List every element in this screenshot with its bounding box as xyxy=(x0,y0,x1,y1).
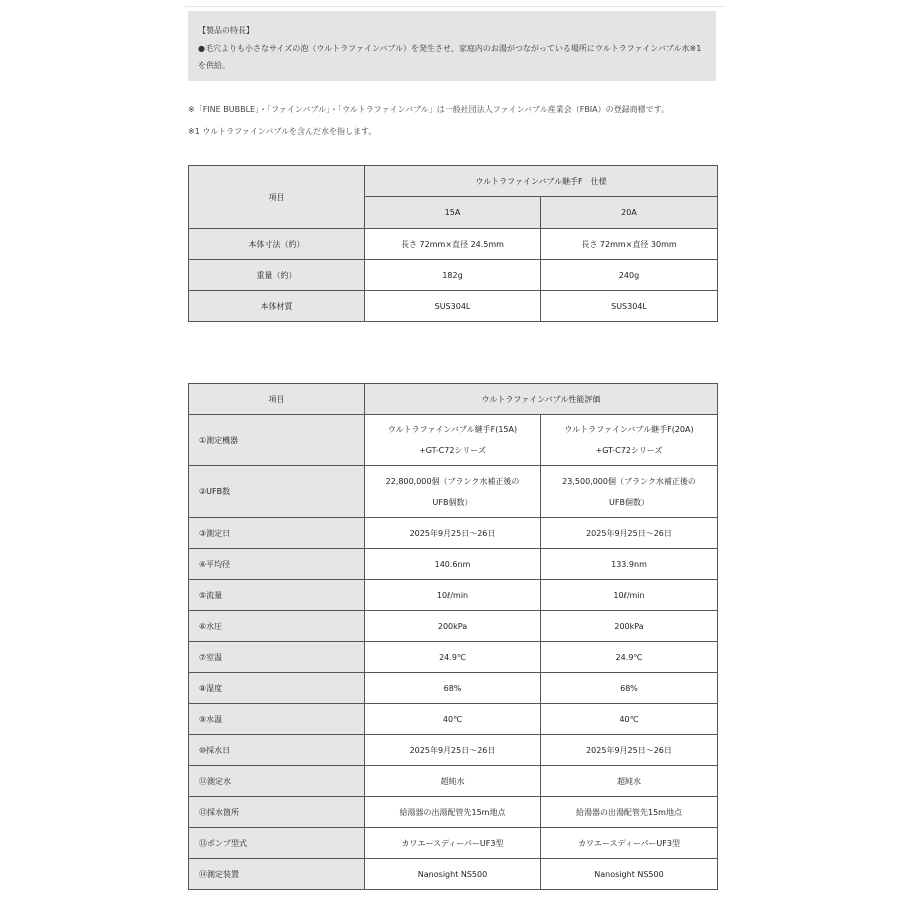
perf-group-header: ウルトラファインバブル性能評価 xyxy=(365,384,718,415)
cell-15a: SUS304L xyxy=(365,291,541,322)
cell-line: +GT-C72シリーズ xyxy=(595,446,663,455)
cell-line: UFB個数） xyxy=(609,497,649,507)
table-row xyxy=(189,518,718,549)
row-label: ⑫採水箇所 xyxy=(189,797,365,828)
size-header-20a: 20A xyxy=(541,197,718,229)
cell-20a: 10ℓ/min xyxy=(541,580,718,611)
cell-20a: 2025年9月25日～26日 xyxy=(541,518,718,549)
cell-20a: 24.9℃ xyxy=(541,642,718,673)
feature-text: ●毛穴よりも小さなサイズの泡（ウルトラファインバブル）を発生させ、家庭内のお湯がつながっている場所にウルトラファインバブル水※1を供給。 xyxy=(198,43,702,70)
table-row xyxy=(189,260,718,291)
table-row xyxy=(189,766,718,797)
cell-15a xyxy=(365,415,541,466)
row-label: ①測定機器 xyxy=(189,415,365,466)
cell-20a: 240g xyxy=(541,260,718,291)
footnote-1: ※1 ウルトラファインバブルを含んだ水を指します。 xyxy=(188,127,377,136)
top-divider xyxy=(185,6,726,7)
cell-20a: SUS304L xyxy=(541,291,718,322)
trademark-note: ※「FINE BUBBLE」・「ファインバブル」・「ウルトラファインバブル」は一般社団法人ファインバブル産業会（FBIA）の登録商標です。 xyxy=(188,105,669,114)
cell-20a xyxy=(541,415,718,466)
row-label: ⑭測定装置 xyxy=(189,859,365,890)
cell-15a: 24.9℃ xyxy=(365,642,541,673)
cell-15a: 200kPa xyxy=(365,611,541,642)
cell-15a: 68% xyxy=(365,673,541,704)
table-row xyxy=(189,166,718,197)
row-label: ⑬ポンプ型式 xyxy=(189,828,365,859)
cell-15a: 長さ 72mm×直径 24.5mm xyxy=(365,229,541,260)
cell-20a: 長さ 72mm×直径 30mm xyxy=(541,229,718,260)
spec-item-header: 項目 xyxy=(189,166,365,229)
table-row xyxy=(189,704,718,735)
cell-line: 22,800,000個（ブランク水補正後の xyxy=(385,476,520,486)
cell-20a: カワエースディーパーUF3型 xyxy=(541,828,718,859)
performance-table xyxy=(188,383,718,890)
row-label: ⑥水圧 xyxy=(189,611,365,642)
cell-20a: 超純水 xyxy=(541,766,718,797)
table-row xyxy=(189,466,718,518)
table-row xyxy=(189,549,718,580)
cell-line: +GT-C72シリーズ xyxy=(418,446,487,455)
table-row xyxy=(189,828,718,859)
cell-15a: Nanosight NS500 xyxy=(365,859,541,890)
cell-15a: 10ℓ/min xyxy=(365,580,541,611)
cell-15a: 40℃ xyxy=(365,704,541,735)
table-row xyxy=(189,384,718,415)
cell-20a: 68% xyxy=(541,673,718,704)
row-label: ⑤流量 xyxy=(189,580,365,611)
table-row xyxy=(189,797,718,828)
table-row xyxy=(189,291,718,322)
cell-20a: 2025年9月25日～26日 xyxy=(541,735,718,766)
table-row xyxy=(189,229,718,260)
cell-15a: 140.6nm xyxy=(365,549,541,580)
row-label: ④平均径 xyxy=(189,549,365,580)
table-row xyxy=(189,580,718,611)
table-row xyxy=(189,859,718,890)
cell-line: ウルトラファインバブル継手F(15A) xyxy=(387,425,518,434)
perf-item-header: 項目 xyxy=(189,384,365,415)
cell-20a: 133.9nm xyxy=(541,549,718,580)
row-label: ③測定日 xyxy=(189,518,365,549)
cell-15a xyxy=(365,466,541,518)
cell-20a: 給湯器の出湯配管先15m地点 xyxy=(541,797,718,828)
row-label: ②UFB数 xyxy=(189,466,365,518)
row-label: ⑨水温 xyxy=(189,704,365,735)
row-label: ⑩採水日 xyxy=(189,735,365,766)
cell-15a: 2025年9月25日～26日 xyxy=(365,518,541,549)
cell-20a: 200kPa xyxy=(541,611,718,642)
cell-15a: 超純水 xyxy=(365,766,541,797)
table-row xyxy=(189,642,718,673)
feature-heading: 【製品の特長】 xyxy=(198,26,254,35)
table-row xyxy=(189,735,718,766)
cell-20a: 40℃ xyxy=(541,704,718,735)
row-label: ⑧湿度 xyxy=(189,673,365,704)
cell-20a xyxy=(541,466,718,518)
row-label: ⑦室温 xyxy=(189,642,365,673)
cell-15a: 182g xyxy=(365,260,541,291)
cell-15a: カワエースディーパーUF3型 xyxy=(365,828,541,859)
row-label: 本体寸法（約） xyxy=(189,229,365,260)
cell-line: ウルトラファインバブル継手F(20A) xyxy=(564,425,694,434)
cell-line: UFB個数） xyxy=(432,497,473,507)
table-row xyxy=(189,611,718,642)
table-row xyxy=(189,673,718,704)
size-header-15a: 15A xyxy=(365,197,541,229)
spec-table xyxy=(188,165,718,322)
spec-group-header: ウルトラファインバブル継手F 仕様 xyxy=(365,166,718,197)
row-label: 重量（約） xyxy=(189,260,365,291)
cell-15a: 給湯器の出湯配管先15m地点 xyxy=(365,797,541,828)
cell-15a: 2025年9月25日～26日 xyxy=(365,735,541,766)
row-label: 本体材質 xyxy=(189,291,365,322)
cell-line: 23,500,000個（ブランク水補正後の xyxy=(562,476,696,486)
cell-20a: Nanosight NS500 xyxy=(541,859,718,890)
table-row xyxy=(189,415,718,466)
row-label: ⑪測定水 xyxy=(189,766,365,797)
feature-box xyxy=(188,11,716,81)
